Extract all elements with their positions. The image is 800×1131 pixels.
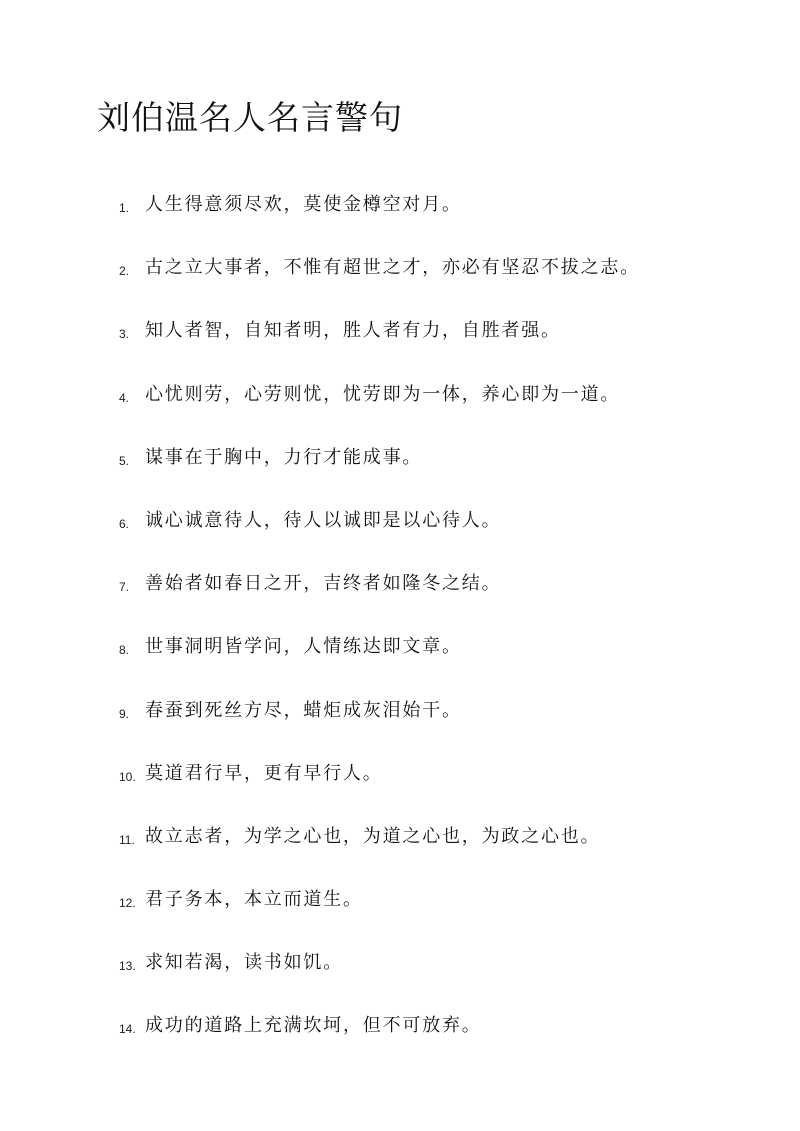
list-item: [0, 314, 800, 377]
list-item: [0, 567, 800, 630]
list-item: [0, 251, 800, 314]
list-item-text: 古之立大事者，不惟有超世之才，亦必有坚忍不拔之志。: [145, 257, 640, 279]
list-item-number: 12.: [119, 896, 136, 911]
list-item-text: 谋事在于胸中，力行才能成事。: [145, 446, 423, 468]
list-item-number: 7.: [119, 580, 130, 595]
list-item-number: 6.: [119, 516, 130, 531]
list-item-number: 13.: [119, 959, 136, 974]
list-item-number: 2.: [119, 264, 130, 279]
list-item-text: 世事洞明皆学问，人情练达即文章。: [145, 636, 462, 658]
list-item: [0, 441, 800, 504]
list-item: [0, 883, 800, 946]
list-item-number: 5.: [119, 453, 130, 468]
list-item-text: 心忧则劳，心劳则忧，忧劳即为一体，养心即为一道。: [145, 383, 621, 405]
list-item-number: 3.: [119, 327, 130, 342]
list-item: [0, 378, 800, 441]
list-item-number: 11.: [119, 832, 135, 847]
list-item: [0, 694, 800, 757]
list-item-text: 成功的道路上充满坎坷，但不可放弃。: [145, 1015, 482, 1037]
list-item-text: 君子务本，本立而道生。: [145, 889, 363, 911]
list-item: [0, 820, 800, 883]
list-item-number: 10.: [119, 769, 136, 784]
list-item-number: 9.: [119, 706, 130, 721]
list-item-number: 1.: [119, 201, 130, 215]
list-item: [0, 946, 800, 1009]
page-title: 刘伯温名人名言警句: [97, 98, 403, 137]
list-item: [0, 757, 800, 820]
list-item-text: 善始者如春日之开，吉终者如隆冬之结。: [145, 573, 502, 595]
quote-list: [0, 188, 800, 1073]
list-item-text: 知人者智，自知者明，胜人者有力，自胜者强。: [145, 320, 561, 342]
list-item: [0, 188, 800, 251]
list-item-text: 莫道君行早，更有早行人。: [145, 762, 383, 784]
list-item-number: 8.: [119, 643, 130, 658]
list-item: [0, 1009, 800, 1072]
list-item-text: 求知若渴，读书如饥。: [145, 952, 343, 974]
list-item-number: 14.: [119, 1022, 136, 1037]
list-item-number: 4.: [119, 390, 130, 405]
list-item-text: 春蚕到死丝方尽，蜡炬成灰泪始干。: [145, 699, 462, 721]
list-item-text: 故立志者，为学之心也，为道之心也，为政之心也。: [145, 825, 601, 847]
list-item-text: 诚心诚意待人，待人以诚即是以心待人。: [145, 509, 502, 531]
list-item: [0, 630, 800, 693]
list-item: [0, 504, 800, 567]
list-item-text: 人生得意须尽欢，莫使金樽空对月。: [145, 194, 462, 215]
